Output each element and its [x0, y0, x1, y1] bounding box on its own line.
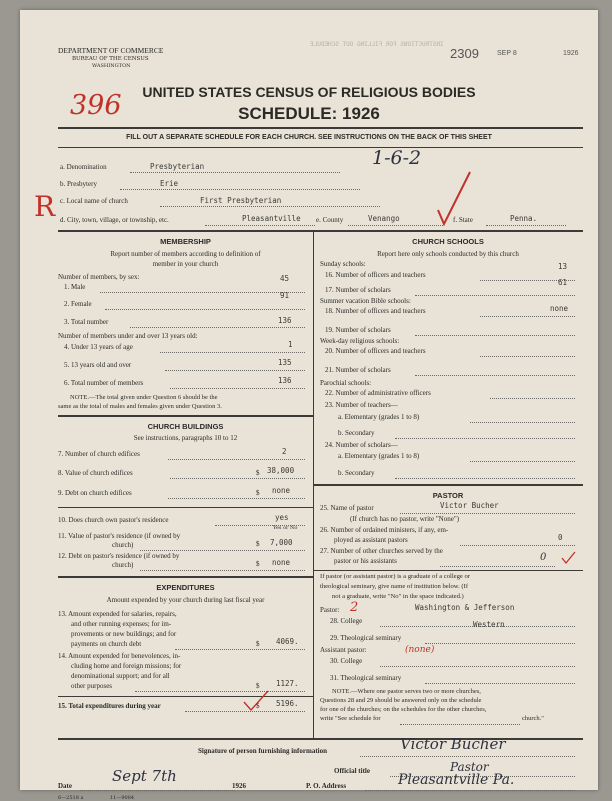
q24-label: 24. Number of scholars— [325, 441, 398, 449]
q12-label-2: church) [112, 561, 134, 569]
local-name-label: c. Local name of church [60, 197, 128, 205]
stamp-number: 2309 [450, 46, 479, 61]
red-tick-mark [242, 688, 272, 714]
official-title[interactable]: Pastor [450, 760, 489, 774]
age-intro: Number of members under and over 13 years old: [58, 332, 198, 340]
q23-label: 23. Number of teachers— [325, 401, 398, 409]
county-label: e. County [316, 216, 344, 224]
q21-label: 21. Number of scholars [325, 366, 391, 374]
graduate-note-3: not a graduate, write "No" in the space indicated.) [332, 593, 464, 600]
parochial-schools: Parochial schools: [320, 379, 372, 387]
buildings-heading: CHURCH BUILDINGS [147, 422, 224, 431]
graduate-note-2: theological seminary, give name of institution below. (If [320, 583, 469, 590]
city-name: WASHINGTON [92, 63, 131, 69]
q19-label: 19. Number of scholars [325, 326, 391, 334]
q13-value[interactable]: 4069. [276, 637, 299, 646]
q27-label-2: pastor or his assistants [334, 557, 397, 565]
q17-label: 17. Number of scholars [325, 286, 391, 294]
presbytery-value[interactable]: Erie [160, 179, 179, 188]
q28-value[interactable]: Washington & Jefferson [415, 603, 515, 612]
q24a-label: a. Elementary (grades 1 to 8) [338, 452, 420, 460]
dept-name: DEPARTMENT OF COMMERCE [58, 46, 164, 55]
po-address-label: P. O. Address [306, 782, 347, 790]
q27-label: 27. Number of other churches served by the [320, 547, 443, 555]
q10-value[interactable]: yes [275, 513, 289, 522]
stamp-date: SEP 8 [497, 50, 517, 57]
q14-label-2: cluding home and foreign missions; for [71, 662, 182, 670]
red-r-mark: R [34, 190, 56, 223]
q13-label-2: and other running expenses; for im- [71, 620, 172, 628]
q15-value[interactable]: 5196. [276, 699, 299, 708]
date-year: 1926 [232, 782, 246, 790]
q26-label-2: ployed as assistant pastors [334, 536, 408, 544]
q25-label: 25. Name of pastor [320, 504, 374, 512]
schedule-title: SCHEDULE: 1926 [238, 104, 380, 123]
q8-label: 8. Value of church edifices [58, 469, 133, 477]
q5-label: 5. 13 years old and over [64, 361, 132, 369]
q25-value[interactable]: Victor Bucher [440, 501, 499, 510]
pastor-note-4: write "See schedule for [320, 715, 381, 722]
schools-heading: CHURCH SCHOOLS [412, 237, 484, 246]
q26-value[interactable]: 0 [558, 533, 563, 542]
q23b-label: b. Secondary [338, 429, 375, 437]
form-number: 6—2518 a [58, 795, 84, 801]
denomination-label: a. Denomination [60, 163, 107, 171]
assistant-pastor-label: Assistant pastor: [320, 646, 367, 654]
date-label: Date [58, 782, 72, 790]
bleed-through-text: INSTRUCTIONS FOR FILLING OUT SCHEDULE [310, 41, 444, 48]
q16-value[interactable]: 13 [558, 262, 568, 271]
q31-label: 31. Theological seminary [330, 674, 402, 682]
weekday-schools: Week-day religious schools: [320, 337, 400, 345]
q18-label: 18. Number of officers and teachers [325, 307, 426, 315]
official-title-label: Official title [334, 767, 370, 775]
red-tick-mark-pastor [560, 550, 578, 566]
q29-value[interactable]: Western [473, 620, 505, 629]
membership-intro-2: member in your church [152, 260, 219, 268]
q13-label-3: provements or new buildings; and for [71, 630, 177, 638]
q4-label: 4. Under 13 years of age [64, 343, 133, 351]
instruction-line: FILL OUT A SEPARATE SCHEDULE FOR EACH CHURCH. SEE INSTRUCTIONS ON THE BACK OF THIS SHEET [126, 134, 492, 141]
q14-label: 14. Amount expended for benevolences, in- [58, 652, 181, 660]
presbytery-label: b. Presbytery [60, 180, 97, 188]
form-title: UNITED STATES CENSUS OF RELIGIOUS BODIES [142, 84, 476, 100]
membership-heading: MEMBERSHIP [160, 237, 211, 246]
q18-value[interactable]: none [550, 304, 569, 313]
pastor-label: Pastor: [320, 606, 340, 614]
red-file-number: 396 [70, 90, 122, 121]
q14-label-4: other purposes [71, 682, 113, 690]
q28-label: 28. College [330, 617, 363, 625]
summer-schools: Summer vacation Bible schools: [320, 297, 411, 305]
denomination-value[interactable]: Presbyterian [150, 162, 205, 171]
signature: Victor Bucher [400, 735, 506, 753]
sunday-schools: Sunday schools: [320, 260, 366, 268]
state-value[interactable]: Penna. [510, 214, 538, 223]
q23a-label: a. Elementary (grades 1 to 8) [338, 413, 420, 421]
q7-value[interactable]: 2 [282, 447, 287, 456]
q13-label: 13. Amount expended for salaries, repairs, [58, 610, 177, 618]
pastor-heading: PASTOR [432, 491, 464, 500]
yes-or-no: Yes or No [273, 525, 298, 531]
expenditures-sub: Amount expended by your church during last fiscal year [106, 596, 265, 604]
q14-value[interactable]: 1127. [276, 679, 299, 688]
buildings-sub: See instructions, paragraphs 10 to 12 [133, 434, 238, 442]
q17-value[interactable]: 61 [558, 278, 568, 287]
print-number: 11—9084 [110, 795, 135, 801]
q12-value[interactable]: none [272, 558, 291, 567]
membership-intro: Report number of members according to definition of [110, 250, 261, 258]
q24b-label: b. Secondary [338, 469, 375, 477]
q20-label: 20. Number of officers and teachers [325, 347, 426, 355]
members-by-sex: Number of members, by sex: [58, 273, 140, 281]
q30-label: 30. College [330, 657, 363, 665]
q9-value[interactable]: none [272, 486, 291, 495]
q29-label: 29. Theological seminary [330, 634, 402, 642]
expenditures-heading: EXPENDITURES [156, 583, 215, 592]
graduate-note: If pastor (or assistant pastor) is a graduate of a college or [320, 573, 470, 580]
membership-note-2: same as the total of males and females given under Question 3. [58, 403, 222, 410]
q12-label: 12. Debt on pastor's residence (if owned by [58, 552, 180, 560]
q1-value[interactable]: 45 [280, 274, 290, 283]
q2-value[interactable]: 91 [280, 291, 290, 300]
q6-value[interactable]: 136 [278, 376, 292, 385]
q11-value[interactable]: 7,000 [270, 538, 293, 547]
q4-value[interactable]: 1 [288, 340, 293, 349]
stamp-year: 1926 [563, 50, 579, 57]
q1-label: 1. Male [64, 283, 86, 291]
q14-label-3: denominational support; and for all [71, 672, 170, 680]
q2-label: 2. Female [64, 300, 92, 308]
local-name-value[interactable]: First Presbyterian [200, 196, 282, 205]
q8-value[interactable]: 38,000 [267, 466, 295, 475]
q9-label: 9. Debt on church edifices [58, 489, 132, 497]
handwritten-code: 1-6-2 [372, 147, 422, 169]
q6-label: 6. Total number of members [64, 379, 144, 387]
q26-label: 26. Number of ordained ministers, if any, em- [320, 526, 449, 534]
q3-value[interactable]: 136 [278, 316, 292, 325]
state-label: f. State [453, 216, 473, 224]
bureau-name: BUREAU OF THE CENSUS [72, 56, 149, 62]
q11-label-2: church) [112, 541, 134, 549]
q13-label-4: payments on church debt [71, 640, 142, 648]
city-value[interactable]: Pleasantville [242, 214, 301, 223]
pastor-note-2: Questions 28 and 29 should be answered only on the schedule [320, 697, 482, 704]
city-label: d. City, town, village, or township, etc. [60, 216, 169, 224]
pastor-note: NOTE.—Where one pastor serves two or more churches, [332, 688, 481, 695]
census-form: DEPARTMENT OF COMMERCE BUREAU OF THE CENSUS WASHINGTON INSTRUCTIONS FOR FILLING OUT SCHEDULE 2309 SEP 8 1926 396 UNITED STATES CENSUS OF RELIGIOUS BODIES SCHEDULE: 1926 FILL OUT A SEPARATE SCHEDULE FOR EACH CHURCH. SEE INSTRUCTIONS ON THE BACK OF THIS SHEET a. Denomination Presbyterian 1-6-2 b. Presbytery Erie c. Local name of church First Presbyterian R d. City, town, village, or township, etc. Pleasantville e. County Venango f. State Penna. MEMBERSHIP Report number of members according to definition of member in your church Number of members, by sex: 1. Male 45 2. Female 91 3. Total number 136 Number of members under and over 13 years old: 4. Under 13 years of age 1 5. 13 years old and over 135 6. Total number of members 136 NOTE.—The total given under Question 6 should be the same as the total of males and females given under Question 3. CHURCH BUILDINGS See instructions, paragraphs 10 to 12 7. Number of church edifices 2 8. Value of church edifices $ 38,000 9. Debt on church edifices $ none 10. Does church own pastor's residence yes Yes or No 11. Value of pastor's residence (if owned by church) $ 7,000 12. Debt on pastor's residence (if owned by church) $ none EXPENDITURES Amount expended by your church during last fiscal year 13. Amount expended for salaries, repairs, and other running expenses; for im- provements or new buildings; and for payments on church debt $ 4069. 14. Amount expended for benevolences, in- cluding home and foreign missions; for denominational support; and for all other purposes $ 1127. 15. Total expenditures during year $ 5196. CHURCH SCHOOLS Report here only schools conducted by this church Sunday schools: 16. Number of officers and teachers 13 17. Number of scholars 61 Summer vacation Bible schools: 18. Number of officers and teachers none 19. Number of scholars Week-day religious schools: 20. Number of officers and teachers 21. Number of scholars Parochial schools: 22. Number of administrative officers 23. Number of teachers— a. Elementary (grades 1 to 8) b. Secondary 24. Number of scholars— a. Elementary (grades 1 to 8) b. Secondary PASTOR 25. Name of pastor Victor Bucher (If church has no pastor, write "None") 26. Number of ordained ministers, if any, em- ployed as assistant pastors 0 27. Number of other churches served by the pastor or his assistants 0 If pastor (or assistant pastor) is a graduate of a college or theological seminary, give name of institution below. (If not a graduate, write "No" in the space indicated.) Pastor: 2 28. College Washington & Jefferson 29. Theological seminary Western Assistant pastor: 30. College (none) 31. Theological seminary NOTE.—Where one pastor serves two or more churches, Questions 28 and 29 should be answered only on the schedule for one of the churches; on the schedules for the other churches, write "See schedule for church." Signature of person furnishing information Victor Bucher Official title Pastor Date Sept 7th 1926 P. O. Address Pleasantville Pa. 6—2518 a 11—9084 [20, 10, 598, 790]
q22-label: 22. Number of administrative officers [325, 389, 431, 397]
q15-label: 15. Total expenditures during year [58, 702, 161, 710]
q30-value[interactable]: (none) [405, 645, 435, 655]
pastor-note-3: for one of the churches; on the schedules for the other churches, [320, 706, 487, 713]
q10-label: 10. Does church own pastor's residence [58, 516, 169, 524]
q7-label: 7. Number of church edifices [58, 450, 140, 458]
q3-label: 3. Total number [64, 318, 109, 326]
pastor-note-5: church." [522, 715, 544, 722]
county-value[interactable]: Venango [368, 214, 400, 223]
q27-value[interactable]: 0 [540, 552, 547, 563]
q25-note: (If church has no pastor, write "None") [350, 515, 460, 523]
q5-value[interactable]: 135 [278, 358, 292, 367]
membership-note: NOTE.—The total given under Question 6 should be the [70, 394, 218, 401]
schools-intro: Report here only schools conducted by this church [377, 250, 519, 258]
q16-label: 16. Number of officers and teachers [325, 271, 426, 279]
date-value[interactable]: Sept 7th [112, 767, 177, 785]
signature-label: Signature of person furnishing information [198, 747, 327, 755]
q11-label: 11. Value of pastor's residence (if owned by [58, 532, 181, 540]
po-address[interactable]: Pleasantville Pa. [398, 772, 515, 788]
